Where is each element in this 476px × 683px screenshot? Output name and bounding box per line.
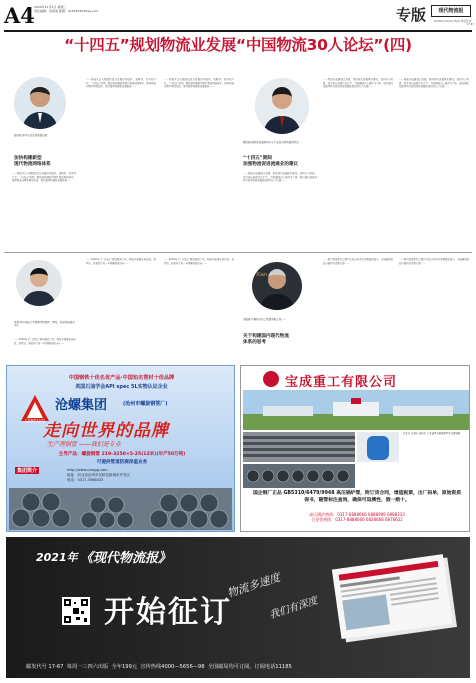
article-1-col-a: ……物流业是支撑国民经济发展的基础性、战略性、先导性产业。“十四五”时期，要加快构建新型现代物流网络体系，推动物流业降本增效提质，更好服务构建新发展格局……: [12, 172, 76, 182]
article-2-col-b: ……物流与流通融合发展，推进现代流通体系建设，加快补齐短板，提升供应链现代化水平，为构建国内大循环为主体、国内国际双循环相互促进的新发展格局提供有力支撑……: [323, 78, 393, 88]
subtitle-2: “十四五”期间 加强物流促进流通业的建议: [243, 156, 299, 167]
article-4-col-b: ……现代物流体系是现代化经济体系的重要组成部分，是畅通国民经济循环的重要支撑……: [323, 258, 393, 265]
banner-brush2: 我们有深度: [268, 595, 320, 622]
ad-left-slogan2: 生产理钢管 ——我们是专业: [47, 441, 121, 448]
article-1-col-b: ……物流业是支撑国民经济发展的基础性、战略性、先导性产业。“十四五”时期，要加快构建新型现代物流网络体系，推动物流业降本增效提质，更好服务构建新发展格局……: [86, 78, 156, 88]
subscription-info: 邮发代号 17-67 每周一三四六出版 全年199元 宣传热线4000—5656—98 全国邮局均可订阅，订阅电话11185: [26, 664, 292, 670]
article-1-col-c: ……物流业是支撑国民经济发展的基础性、战略性、先导性产业。“十四五”时期，要加快构建新型现代物流网络体系，推动物流业降本增效提质，更好服务构建新发展格局……: [164, 78, 234, 88]
special-section-label: 专版: [396, 6, 427, 24]
ad-left-product: 主导产品：螺旋钢管 219-3250×5-25(12米)(年产50万吨): [58, 452, 186, 457]
ad-right-footer: 国企钢厂正品 GB5310/6479/9948 高压锅炉管，附订货合同，增值税票，出厂码单，原始资质保书，随管标注查询，确保可追溯性，假一赔十。: [253, 491, 461, 503]
svg-text:Xian: Xian: [256, 272, 268, 278]
subtitle-1: 加快构建新型 现代物流网络体系: [14, 156, 51, 167]
baocheng-logo-icon: [263, 371, 279, 387]
ad-left-topline2: 美国石油学会API spec 5L实物认证企业: [75, 384, 168, 390]
author-photo-2: [255, 78, 309, 134]
qr-code-icon: [62, 597, 90, 625]
banner-title: 《现代物流报》: [80, 551, 172, 566]
factory-photo: [243, 390, 469, 430]
newspaper-stack-image: [326, 545, 466, 645]
author-photo-3: [16, 260, 62, 306]
ad-left-address: 地址：河北省沧州市吴桥县新城市开发区: [67, 473, 130, 477]
article-2-col-c: ……物流与流通融合发展，推进现代流通体系建设，加快补齐短板，提升供应链现代化水平，为构建国内大循环为主体、国内国际双循环相互促进的新发展格局提供有力支撑……: [399, 78, 469, 88]
ad-left-company: 沧螺集团: [55, 398, 108, 413]
ad-left-phone: 电话：0317-3568033: [67, 478, 104, 482]
article-3-col-a: ……2020年是“十四五”规划编制之年，物流业需要在新阶段、新理念、新格局下进一步明确发展方向……: [14, 338, 76, 345]
ad-right-info: 北京市·天津市·沧州市 专业销售各种规格型号无缝钢管: [403, 432, 461, 435]
pipes-closeup-photo: [243, 464, 355, 488]
svg-text:CANGLUO: CANGLUO: [25, 418, 45, 423]
page-number: A4: [4, 3, 35, 28]
author-photo-1: [14, 77, 66, 129]
ad-left-wechat-label: 集团简介: [17, 468, 38, 474]
main-headline: “十四五”规划物流业发展“中国物流30人论坛”(四): [64, 36, 412, 54]
steel-pipes-image: [9, 488, 232, 530]
ad-left-slogan: 走向世界的品牌: [43, 421, 169, 441]
banner-year: 2021年: [36, 551, 78, 564]
banner-brush1: 物流多速度: [225, 570, 282, 601]
article-3-col-b: ……2020年是“十四五”规划编制之年，物流业需要在新阶段、新理念、新格局下进一步明确发展方向……: [86, 258, 156, 265]
ad-left-company-sub: (沧州市螺旋钢管厂): [123, 401, 168, 407]
article-3-col-c: ……2020年是“十四五”规划编制之年，物流业需要在新阶段、新理念、新格局下进一步明确发展方向……: [164, 258, 234, 265]
caption-2: 魏际刚 国务院发展研究中心产业经济研究部研究员: [243, 141, 299, 144]
article-4-col-c: ……现代物流体系是现代化经济体系的重要组成部分，是畅通国民经济循环的重要支撑……: [399, 258, 469, 265]
caption-3: 吴德 华中科技大学管理学院教授、博导，亚洲物流研究中心: [14, 321, 75, 328]
tank-photo: [357, 432, 399, 462]
issue-meta: 2020年11月5日 星期二 责任编辑：吴淳美 邮箱：0154554520qq.com: [34, 5, 99, 14]
header-rule: [4, 30, 472, 32]
subscription-banner: [6, 537, 470, 678]
caption-4: 刘振镇 中国航天科工集团有限公司……: [243, 318, 287, 321]
newspaper-logo: 现代物流报: [431, 5, 471, 17]
subtitle-4: 关于构建国内现代物流 体系的思考: [243, 334, 289, 345]
ad-left-web: http://www.czszgg.com: [67, 468, 108, 472]
banner-action: 开始征订: [104, 595, 232, 630]
logo-subtitle: XIANDAI WULIU BAO 物流热线：17-47: [433, 20, 474, 26]
ad-left-topline: 中国钢铁十佳名优产品·中国知名管材十佳品牌: [68, 375, 175, 381]
pipe-stack-photo: [243, 432, 355, 462]
ad-left-product2: 可提供管道防腐保温业务: [96, 460, 148, 465]
author-photo-4: [252, 262, 302, 310]
ad-right-contact: 高压锅炉热线：0317-6888666 0888999 0888333 合金管热线：0317-8888666 0828668 6876622: [309, 512, 405, 522]
baocheng-heavy-industry-ad: [240, 365, 470, 532]
article-2-col-a: ……物流与流通融合发展，推进现代流通体系建设，加快补齐短板，提升供应链现代化水平，为构建国内大循环为主体、国内国际双循环相互促进的新发展格局提供有力支撑……: [243, 172, 317, 182]
ad-right-company: 宝成重工有限公司: [285, 375, 398, 390]
cangluo-group-ad: [6, 365, 235, 532]
section-divider: [4, 252, 472, 253]
caption-1: 陆茂城 原中外运长航集团总裁: [14, 134, 48, 137]
